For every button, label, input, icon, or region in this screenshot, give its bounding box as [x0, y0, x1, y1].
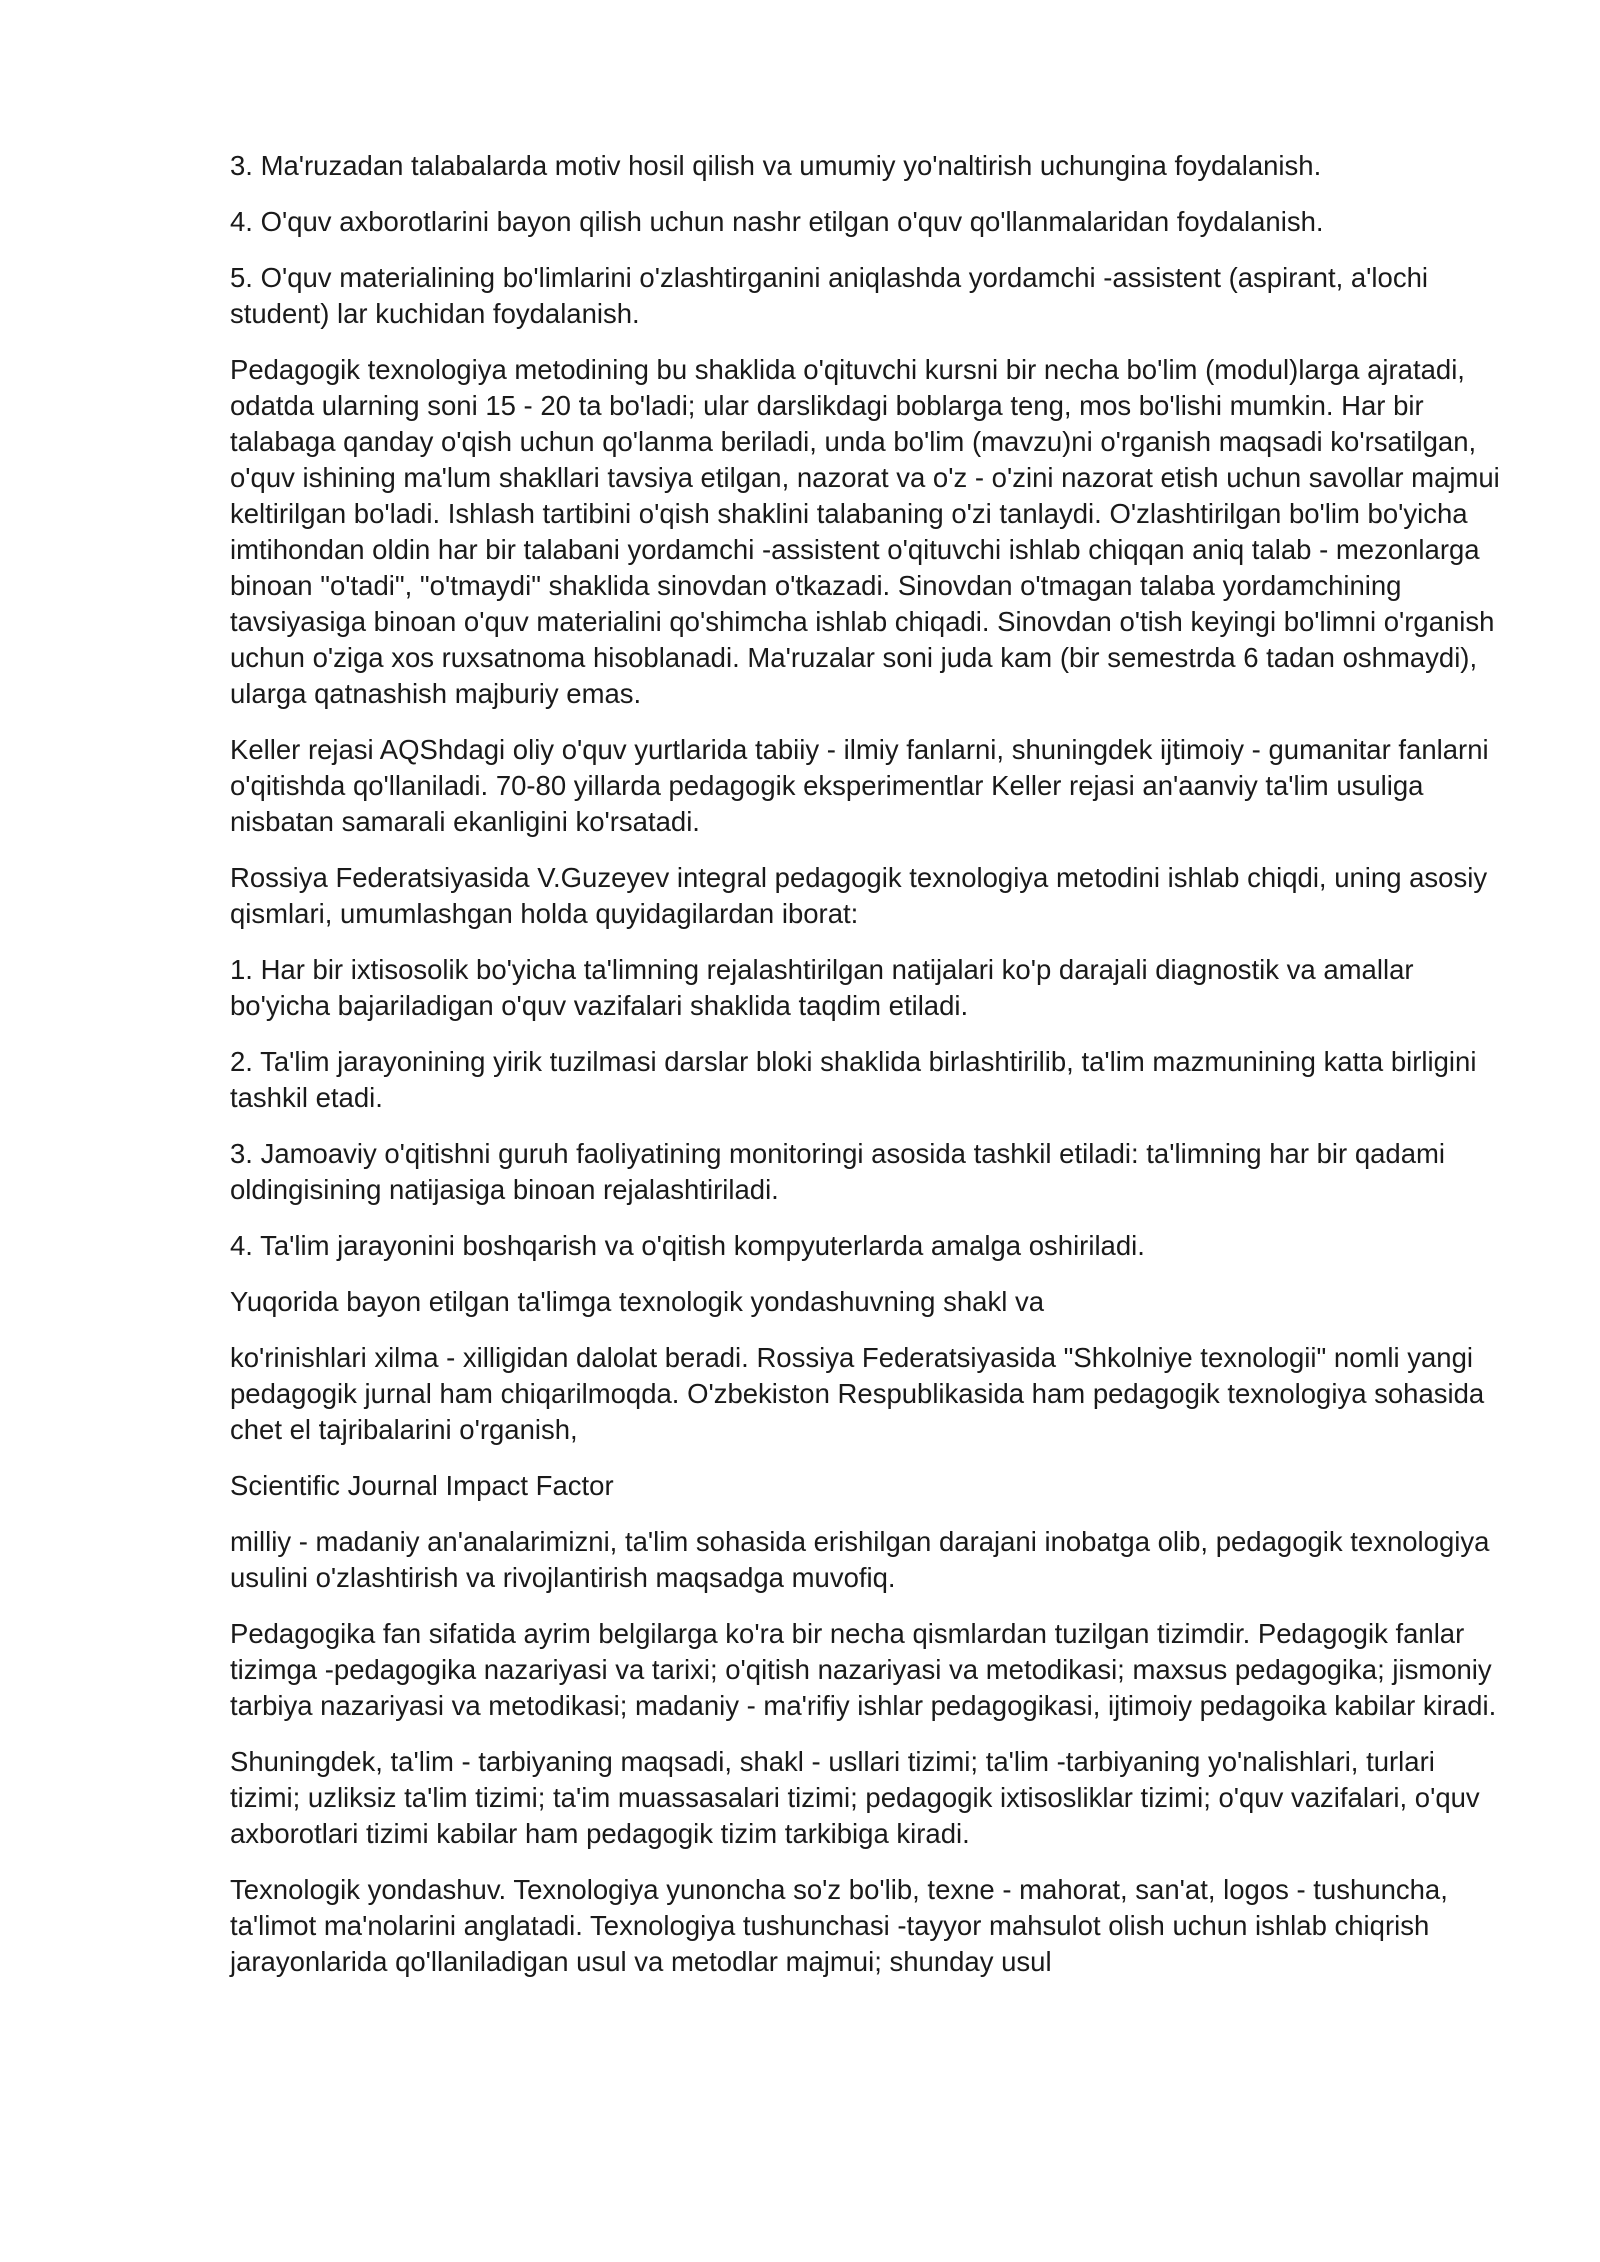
paragraph-rossiya-federatsiyasida: Rossiya Federatsiyasida V.Guzeyev integral pedagogik texnologiya metodini ishlab chiqdi, uning asosiy qismlari, umumlashgan holda quyidagilardan iborat:	[230, 862, 1488, 929]
paragraph-guzeyev-item-1: 1. Har bir ixtisosolik bo'yicha ta'limning rejalashtirilgan natijalari ko'p darajali diagnostik va amallar bo'yicha bajariladigan o'quv vazifalari shaklida taqdim etiladi.	[230, 954, 1414, 1021]
paragraph-texnologik-yondashuv: Texnologik yondashuv. Texnologiya yunoncha so'z bo'lib, texne - mahorat, san'at, logos - tushuncha, ta'limot ma'nolarini anglatadi. Texnologiya tushunchasi -tayyor mahsulot olish uchun ishlab chiqrish jarayonlarida qo'llaniladigan usul va metodlar majmui; shunday usul	[230, 1874, 1448, 1977]
paragraph-pedagogika-fan: Pedagogika fan sifatida ayrim belgilarga ko'ra bir necha qismlardan tuzilgan tizimdir. Pedagogik fanlar tizimga -pedagogika nazariyasi va tarixi; o'qitish nazariyasi va metodikasi; maxsus pedagogika; jismoniy tarbiya nazariyasi va metodikasi; madaniy - ma'rifiy ishlar pedagogikasi, ijtimoiy pedagoika kabilar kiradi.	[230, 1618, 1497, 1721]
paragraph-list-item-3: 3. Ma'ruzadan talabalarda motiv hosil qilish va umumiy yo'naltirish uchungina foydalanish.	[230, 150, 1322, 181]
paragraph-list-item-5: 5. O'quv materialining bo'limlarini o'zlashtirganini aniqlashda yordamchi -assistent (aspirant, a'lochi student) lar kuchidan foydalanish.	[230, 262, 1428, 329]
paragraph-pedagogik-texnologiya: Pedagogik texnologiya metodining bu shaklida o'qituvchi kursni bir necha bo'lim (modul)larga ajratadi, odatda ularning soni 15 - 20 ta bo'ladi; ular darslikdagi boblarga teng, mos bo'lishi mumkin. Har bir talabaga qanday o'qish uchun qo'lanma beriladi, unda bo'lim (mavzu)ni o'rganish maqsadi ko'rsatilgan, o'quv ishining ma'lum shakllari tavsiya etilgan, nazorat va o'z - o'zini nazorat etish uchun savollar majmui keltirilgan bo'ladi. Ishlash tartibini o'qish shaklini talabaning o'zi tanlaydi. O'zlashtirilgan bo'lim bo'yicha imtihondan oldin har bir talabani yordamchi -assistent o'qituvchi ishlab chiqqan aniq talab - mezonlarga binoan "o'tadi", "o'tmaydi" shaklida sinovdan o'tkazadi. Sinovdan o'tmagan talaba yordamchining tavsiyasiga binoan o'quv materialini qo'shimcha ishlab chiqadi. Sinovdan o'tish keyingi bo'limni o'rganish uchun o'ziga xos ruxsatnoma hisoblanadi. Ma'ruzalar soni juda kam (bir semestrda 6 tadan oshmaydi), ularga qatnashish majburiy emas.	[230, 354, 1500, 709]
paragraph-guzeyev-item-3: 3. Jamoaviy o'qitishni guruh faoliyatining monitoringi asosida tashkil etiladi: ta'limning har bir qadami oldingisining natijasiga binoan rejalashtiriladi.	[230, 1138, 1446, 1205]
paragraph-milliy-madaniy: milliy - madaniy an'analarimizni, ta'lim sohasida erishilgan darajani inobatga olib, pedagogik texnologiya usulini o'zlashtirish va rivojlantirish maqsadga muvofiq.	[230, 1526, 1490, 1593]
paragraph-guzeyev-item-4: 4. Ta'lim jarayonini boshqarish va o'qitish kompyuterlarda amalga oshiriladi.	[230, 1230, 1145, 1261]
paragraph-yuqorida-bayon: Yuqorida bayon etilgan ta'limga texnologik yondashuvning shakl va	[230, 1286, 1044, 1317]
paragraph-list-item-4: 4. O'quv axborotlarini bayon qilish uchun nashr etilgan o'quv qo'llanmalaridan foydalanish.	[230, 206, 1324, 237]
paragraph-keller-rejasi: Keller rejasi AQShdagi oliy o'quv yurtlarida tabiiy - ilmiy fanlarni, shuningdek ijtimoiy - gumanitar fanlarni o'qitishda qo'llaniladi. 70-80 yillarda pedagogik eksperimentlar Keller rejasi an'aanviy ta'lim usuliga nisbatan samarali ekanligini ko'rsatadi.	[230, 734, 1489, 837]
paragraph-guzeyev-item-2: 2. Ta'lim jarayonining yirik tuzilmasi darslar bloki shaklida birlashtirilib, ta'lim mazmunining katta birligini tashkil etadi.	[230, 1046, 1477, 1113]
paragraph-journal-impact-factor: Scientific Journal Impact Factor	[230, 1470, 614, 1501]
document-page	[230, 148, 1500, 2000]
paragraph-korinishlari: ko'rinishlari xilma - xilligidan dalolat beradi. Rossiya Federatsiyasida "Shkolniye texnologii" nomli yangi pedagogik jurnal ham chiqarilmoqda. O'zbekiston Respublikasida ham pedagogik texnologiya sohasida chet el tajribalarini o'rganish,	[230, 1342, 1485, 1445]
paragraph-shuningdek: Shuningdek, ta'lim - tarbiyaning maqsadi, shakl - usllari tizimi; ta'lim -tarbiyaning yo'nalishlari, turlari tizimi; uzliksiz ta'lim tizimi; ta'im muassasalari tizimi; pedagogik ixtisosliklar tizimi; o'quv vazifalari, o'quv axborotlari tizimi kabilar ham pedagogik tizim tarkibiga kiradi.	[230, 1746, 1480, 1849]
